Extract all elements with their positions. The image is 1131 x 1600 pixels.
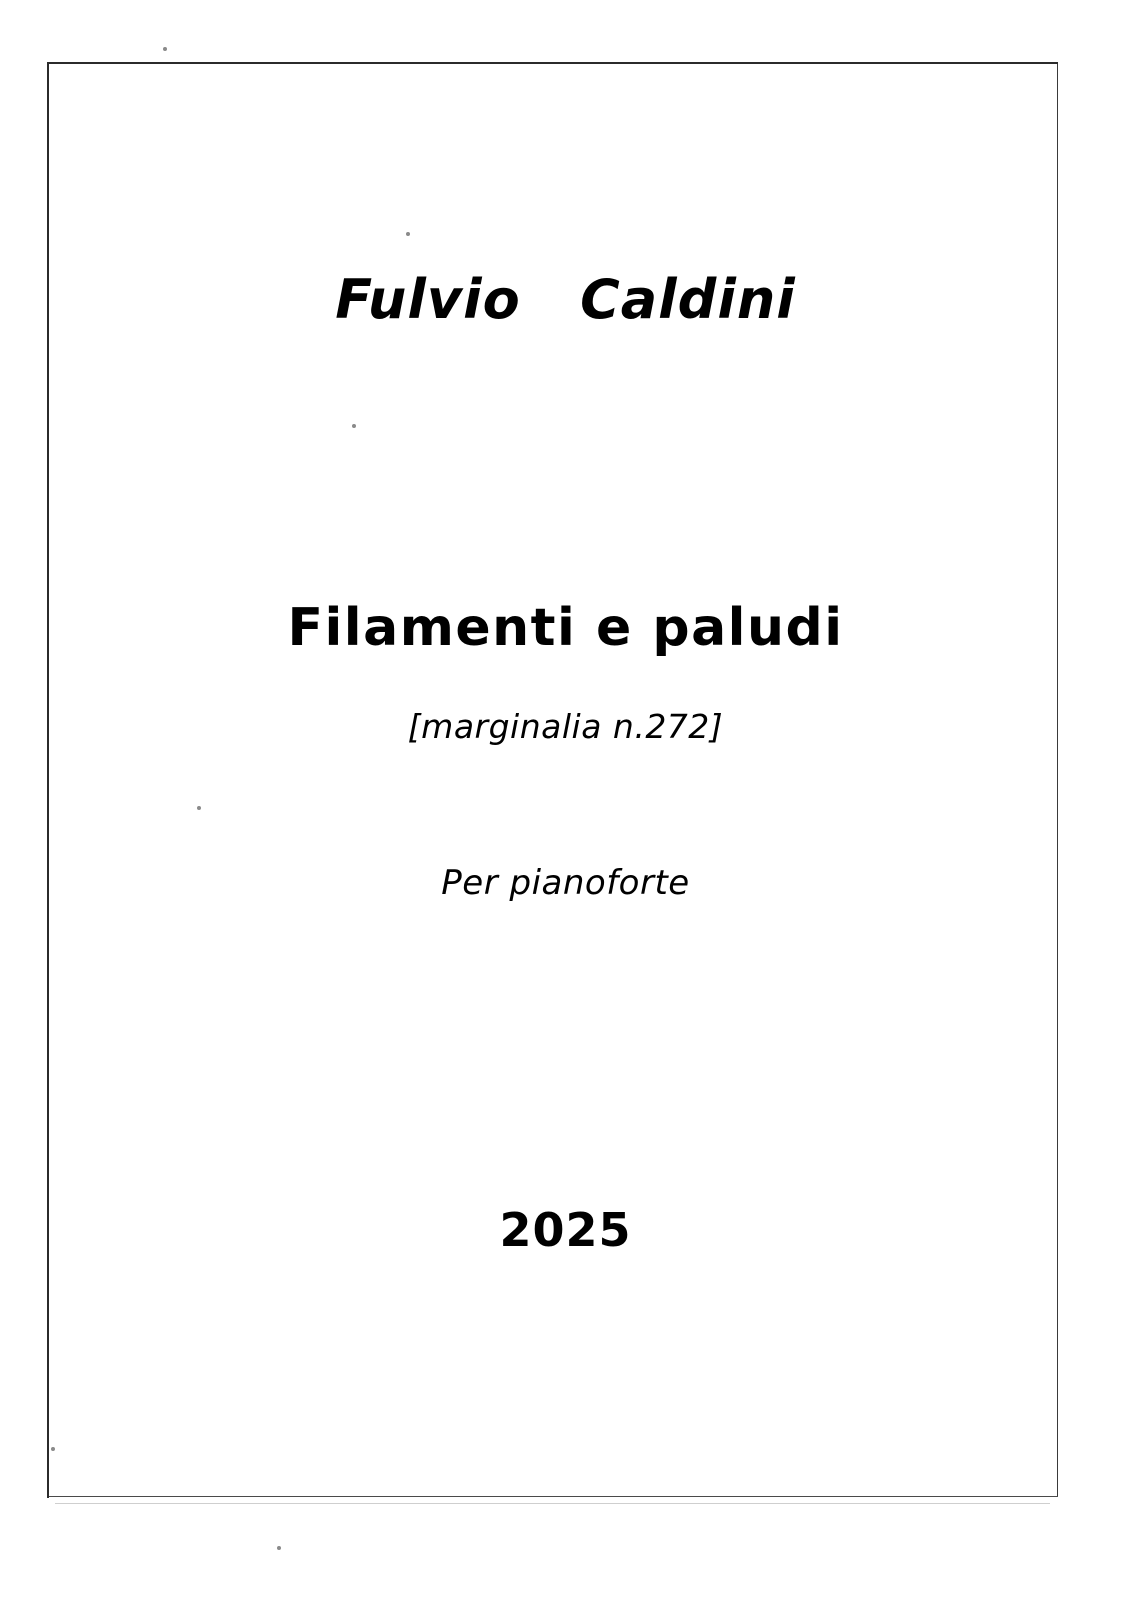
composer-name: Fulvio Caldini: [335, 268, 796, 331]
work-title: Filamenti e paludi: [287, 598, 844, 658]
composition-year: 2025: [499, 1203, 632, 1257]
work-subtitle: [marginalia n.272]: [407, 707, 724, 746]
instrumentation-label: Per pianoforte: [441, 863, 690, 903]
